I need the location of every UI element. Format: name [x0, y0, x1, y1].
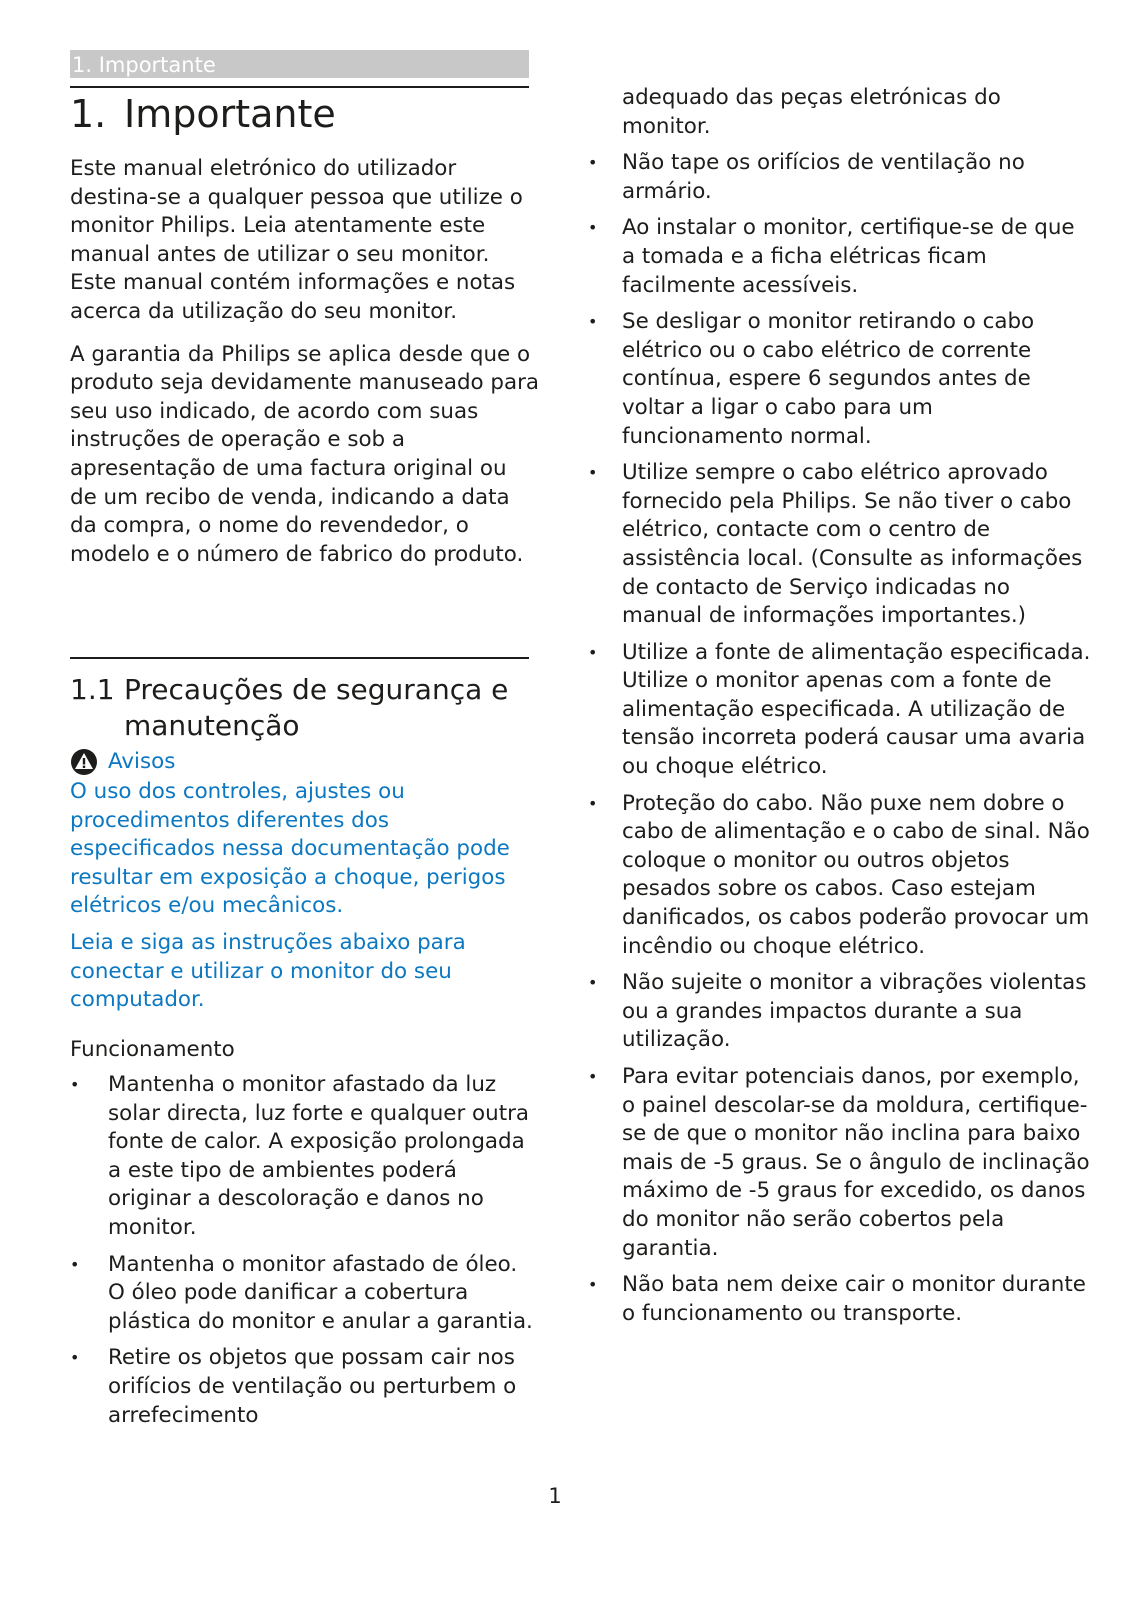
bullet-icon: • — [588, 312, 598, 332]
header-rule — [70, 86, 529, 88]
list-item-text: Não tape os orifícios de ventilação no armário. — [622, 150, 1025, 204]
list-item-text: Mantenha o monitor afastado de óleo. O óleo pode danificar a cobertura plástica do monitor e anular a garantia. — [108, 1251, 533, 1334]
list-item-text: Mantenha o monitor afastado da luz solar directa, luz forte e qualquer outra fonte de calor. A exposição prolongada a este tipo de ambientes poderá originar a descoloração e danos no monitor. — [108, 1072, 529, 1240]
intro-paragraph-2: A garantia da Philips se aplica desde que o produto seja devidamente manuseado para seu uso indicado, de acordo com suas instruções de operação e sob a apresentação de uma factura original ou de um recibo de venda, indicando a data da compra, o nome do revendedor, o modelo e o número de fabrico do produto. — [70, 341, 540, 567]
list-item-text: Ao instalar o monitor, certifique-se de que a tomada e a ficha elétricas ficam facilmente acessíveis. — [622, 215, 1075, 298]
list-item-text: Utilize a fonte de alimentação especificada. Utilize o monitor apenas com a fonte de alimentação especificada. A utilização de tensão incorreta poderá causar uma avaria ou choque elétrico. — [622, 639, 1091, 780]
subsection-title: Precauções de segurança e manutenção — [124, 673, 509, 742]
list-item — [70, 1071, 540, 1243]
operation-block — [70, 1035, 540, 1438]
operation-list-left — [70, 1071, 540, 1430]
warning-icon — [70, 748, 98, 776]
list-item-text: Utilize sempre o cabo elétrico aprovado fornecido pela Philips. Se não tiver o cabo elétrico, contacte com o centro de assistência local. (Consulte as informações de contacto de Serviço indicadas no manual de informações importantes.) — [622, 460, 1083, 629]
list-item-text: Não bata nem deixe cair o monitor durante o funcionamento ou transporte. — [622, 1272, 1086, 1326]
bullet-icon: • — [588, 973, 598, 993]
subsection-number: 1.1 — [70, 673, 115, 706]
right-column — [588, 84, 1092, 1336]
intro-paragraph-1: Este manual eletrónico do utilizador destina-se a qualquer pessoa que utilize o monitor Philips. Leia atentamente este manual antes de utilizar o seu monitor. Este manual contém informações e notas acerca da utilização do seu monitor. — [70, 156, 523, 324]
intro-text — [70, 155, 540, 583]
bullet-icon: • — [588, 1067, 598, 1086]
operation-list-right — [588, 149, 1092, 1328]
bullet-icon: • — [588, 1275, 598, 1295]
list-item — [588, 969, 1092, 1055]
list-item — [588, 214, 1092, 300]
list-item-text: Não sujeite o monitor a vibrações violentas ou a grandes impactos durante a sua utilização. — [622, 970, 1087, 1053]
running-header-text: 1. Importante — [72, 53, 216, 77]
operation-title: Funcionamento — [70, 1037, 235, 1062]
bullet-icon: • — [70, 1348, 80, 1368]
warnings-block — [70, 746, 540, 1023]
warnings-title-row — [70, 746, 540, 778]
warnings-title: Avisos — [108, 749, 176, 774]
bullet-icon: • — [588, 153, 598, 173]
bullet-icon: • — [588, 793, 598, 813]
subsection-rule — [70, 657, 529, 659]
list-continuation: adequado das peças eletrónicas do monitor. — [622, 85, 1001, 139]
list-item — [588, 308, 1092, 451]
list-item-text: Proteção do cabo. Não puxe nem dobre o cabo de alimentação e o cabo de sinal. Não coloque o monitor ou outros objetos pesados sobre os cabos. Caso estejam danificados, os cabos poderão provocar um incêndio ou choque elétrico. — [622, 790, 1090, 959]
bullet-icon: • — [588, 463, 598, 483]
page-number: 1 — [548, 1484, 562, 1508]
section-heading — [70, 92, 336, 136]
list-item — [588, 790, 1092, 962]
warning-paragraph-1: O uso dos controles, ajustes ou procedimentos diferentes dos especificados nessa documentação pode resultar em exposição a choque, perigos elétricos e/ou mecânicos. — [70, 779, 510, 919]
section-number: 1. — [70, 92, 107, 136]
list-item-text: Retire os objetos que possam cair nos orifícios de ventilação ou perturbem o arrefecimento — [108, 1345, 517, 1428]
list-item — [588, 639, 1092, 782]
list-item — [70, 1251, 540, 1337]
bullet-icon: • — [70, 1254, 80, 1274]
subsection-heading — [70, 672, 540, 744]
list-item — [588, 1063, 1092, 1263]
bullet-icon: • — [588, 642, 598, 662]
bullet-icon: • — [588, 218, 598, 238]
running-header — [70, 50, 529, 78]
bullet-icon: • — [70, 1075, 80, 1094]
list-item-text: Para evitar potenciais danos, por exemplo, o painel descolar-se da moldura, certifique-se de que o monitor não inclina para baixo mais de -5 graus. Se o ângulo de inclinação máximo de -5 graus for excedido, os danos do monitor não serão cobertos pela garantia. — [622, 1064, 1090, 1261]
section-title: Importante — [124, 92, 336, 136]
list-item — [70, 1344, 540, 1430]
list-item — [588, 1271, 1092, 1328]
list-item — [588, 459, 1092, 631]
warning-paragraph-2: Leia e siga as instruções abaixo para conectar e utilizar o monitor do seu computador. — [70, 929, 466, 1013]
list-item — [588, 149, 1092, 206]
list-item-text: Se desligar o monitor retirando o cabo elétrico ou o cabo elétrico de corrente contínua, espere 6 segundos antes de voltar a ligar o cabo para um funcionamento normal. — [622, 309, 1035, 449]
